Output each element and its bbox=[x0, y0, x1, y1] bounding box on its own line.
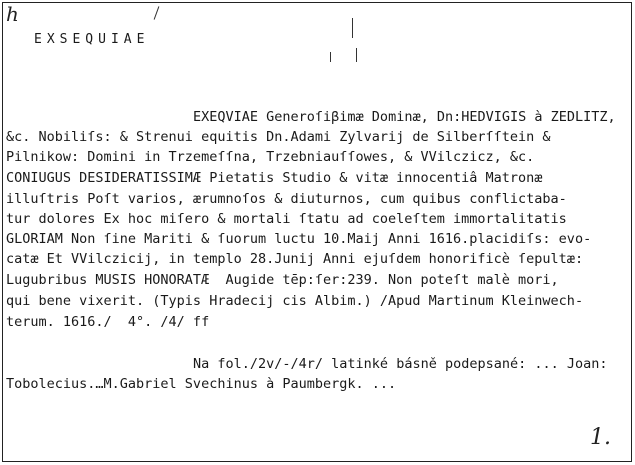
pencil-stroke bbox=[356, 48, 357, 62]
corner-handwritten-mark: h bbox=[6, 2, 19, 26]
text-line: catæ Et VVilczicij, in templo 28.Junij Anni ejuſdem honorificè ſepultæ: bbox=[6, 251, 584, 267]
page-number: 1. bbox=[590, 425, 611, 450]
card-heading: EXSEQUIAE bbox=[34, 32, 150, 47]
text-line: terum. 1616./ 4°. /4/ ff bbox=[6, 314, 210, 330]
text-line: EXEQVIAE Generoſiβimæ Dominæ, Dn:HEDVIGIS à ZEDLITZ, bbox=[193, 109, 616, 125]
text-line: GLORIAM Non ſine Mariti & ſuorum luctu 10.Maij Anni 1616.placidiſs: evo- bbox=[6, 231, 592, 247]
text-line: qui bene vixerit. (Typis Hradecij cis Albim.) /Apud Martinum Kleinwech- bbox=[6, 293, 584, 309]
text-line: Pilnikow: Domini in Trzemeſſna, Trzebniauſſowes, & VVilczicz, &c. bbox=[6, 149, 535, 165]
text-line: Tobolecius.…M.Gabriel Svechinus à Paumbergk. ... bbox=[6, 376, 397, 392]
text-line: CONIUGUS DESIDERATISSIMÆ Pietatis Studio & vitæ innocentiâ Matronæ bbox=[6, 170, 543, 186]
text-line: tur dolores Ex hoc miſero & mortali ſtatu ad coeleſtem immortalitatis bbox=[6, 211, 567, 227]
text-line: Lugubribus MUSIS HONORATÆ Augide tēp:ſer:239. Non poteſt malè mori, bbox=[6, 272, 559, 288]
text-line: &c. Nobiliſs: & Strenui equitis Dn.Adami Zylvarij de Silberſſtein & bbox=[6, 129, 551, 145]
pencil-stroke bbox=[330, 52, 331, 62]
text-line: Na fol./2v/-/4r/ latinké básně podepsané: ... Joan: bbox=[193, 356, 608, 372]
text-line: illuſtris Poſt varios, ærumnoſos & diuturnos, cum quibus conflictaba- bbox=[6, 191, 567, 207]
pencil-stroke bbox=[352, 18, 353, 38]
